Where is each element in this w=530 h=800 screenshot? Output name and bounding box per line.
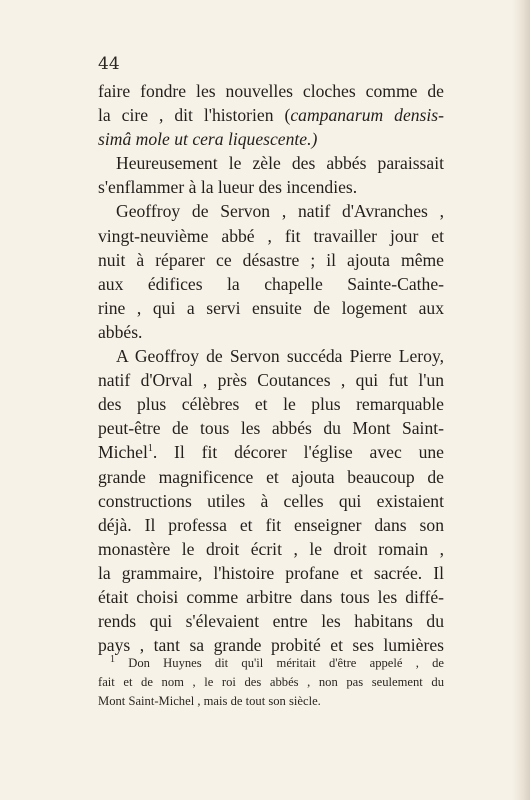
text-line: pays , tant sa grande probité et ses lumières [98,635,444,656]
text-line: abbés. [98,321,143,342]
text-line: nuit à réparer ce désastre ; il ajouta même [98,249,444,270]
text-line: constructions utiles à celles qui existaient [98,490,444,511]
text-line [98,103,444,127]
text-line: aux édifices la chapelle Sainte-Cathe- [98,273,444,294]
body-text [98,79,444,657]
text-segment: la cire , dit l'historien ( [98,105,291,126]
footnote-line [98,654,444,673]
footnote-marker: 1 [110,653,115,665]
text-line: monastère le droit écrit , le droit romain , [98,538,444,559]
footnote-line: Mont Saint-Michel , mais de tout son siècle. [98,694,321,708]
text-line: peut-être de tous les abbés du Mont Saint- [98,418,444,439]
text-line: des plus célèbres et le plus remarquable [98,394,444,415]
text-line: la grammaire, l'histoire profane et sacrée. Il [98,562,444,583]
text-line: rends qui s'élevaient entre les habitans du [98,611,444,632]
footnote [98,654,444,711]
text-line: vingt-neuvième abbé , fit travailler jour et [98,225,444,246]
latin-quote-line: simâ mole ut cera liquescente.) [98,129,318,150]
text-segment: . Il fit décorer l'église avec une [152,442,444,463]
text-line: natif d'Orval , près Coutances , qui fut l'un [98,370,444,391]
text-line [98,440,444,464]
text-line: Geoffroy de Servon , natif d'Avranches , [116,201,444,222]
latin-quote: campanarum densis- [290,105,444,126]
footnote-line: fait et de nom , le roi des abbés , non pas seulement du [98,675,444,689]
page-number: 44 [98,54,120,74]
footnote-reference[interactable]: 1 [147,443,153,455]
text-segment: Michel [98,442,148,463]
text-line: rine , qui a servi ensuite de logement aux [98,297,444,318]
text-line: grande magnificence et ajouta beaucoup de [98,466,444,487]
text-line: déjà. Il professa et fit enseigner dans son [98,514,444,535]
text-line: A Geoffroy de Servon succéda Pierre Leroy, [116,346,444,367]
page-edge-shadow [512,0,530,800]
text-line: Heureusement le zèle des abbés paraissait [116,153,444,174]
text-line: faire fondre les nouvelles cloches comme de [98,81,444,101]
text-segment: Don Huynes dit qu'il méritait d'être appelé , de [115,656,444,670]
text-line: s'enflammer à la lueur des incendies. [98,177,358,198]
text-line: était choisi comme arbitre dans tous les diffé- [98,586,444,607]
